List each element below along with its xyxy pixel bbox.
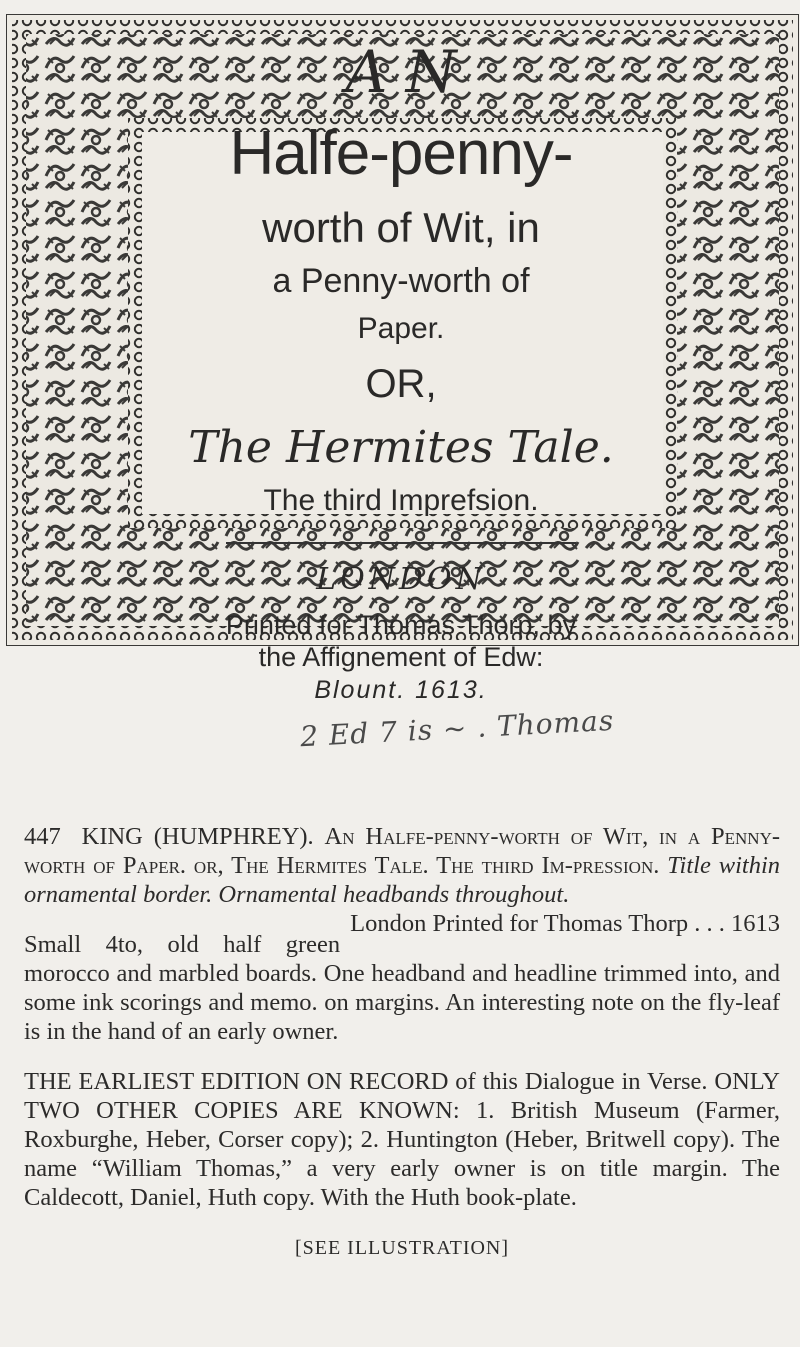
title-line-third-impression: The third Imprefsion. — [263, 484, 539, 517]
title-page-image — [6, 14, 799, 704]
title-rule — [226, 542, 576, 544]
entry-author: KING (HUMPHREY). — [81, 823, 314, 850]
title-line-assignement: the Affignement of Edw: — [258, 642, 544, 672]
handwritten-signature: 2 Ed 7 is ~ . Thomas — [299, 703, 615, 754]
entry-title-note: Title within ornamental border. Ornamental headbands throughout. — [24, 852, 780, 908]
title-text-panel — [146, 26, 656, 704]
entry-notes: THE EARLIEST EDITION ON RECORD of this Dialogue in Verse. ONLY TWO OTHER COPIES ARE KNOWN: 1. British Museum (Farmer, Roxburghe, Heber, Corser copy); 2. Huntington (Heber, Britwell copy). The name “William Thomas,” a very early owner is on title margin. The Caldecott, Daniel, Huth copy. With the Huth book-plate. — [24, 1068, 780, 1211]
title-line-hermites-tale: The Hermites Tale. — [188, 422, 614, 473]
entry-description: Small 4to, old half green morocco and marbled boards. One headband and headline trimmed into, and some ink scorings and memo. on margins. An interesting note on the fly-leaf is in the hand of an early owner. — [24, 931, 780, 1045]
title-line-penny-worth: a Penny-worth of — [272, 262, 530, 300]
catalog-heading-paragraph — [24, 822, 781, 937]
title-line-halfe-penny: Halfe-penny- — [229, 119, 573, 188]
title-line-or: OR, — [365, 362, 437, 406]
title-line-paper: Paper. — [357, 312, 445, 345]
entry-imprint: London Printed for Thomas Thorp . . . 1613 — [350, 910, 780, 937]
entry-number: 447 — [24, 823, 61, 850]
title-line-london: LONDON — [316, 562, 486, 597]
catalog-entry — [24, 822, 780, 1263]
entry-title: An Halfe-penny-worth of Wit, in a Penny-worth of Paper. or, The Hermites Tale. The third Im-pression. — [24, 823, 781, 879]
title-line-printed-for: Printed for Thomas Thorp, by — [225, 610, 577, 640]
see-illustration-note: [SEE ILLUSTRATION] — [294, 1237, 510, 1259]
title-line-an: A N — [345, 38, 457, 106]
title-line-blount-date: Blount. 1613. — [314, 676, 488, 704]
title-line-worth-of-wit: worth of Wit, in — [262, 204, 540, 251]
